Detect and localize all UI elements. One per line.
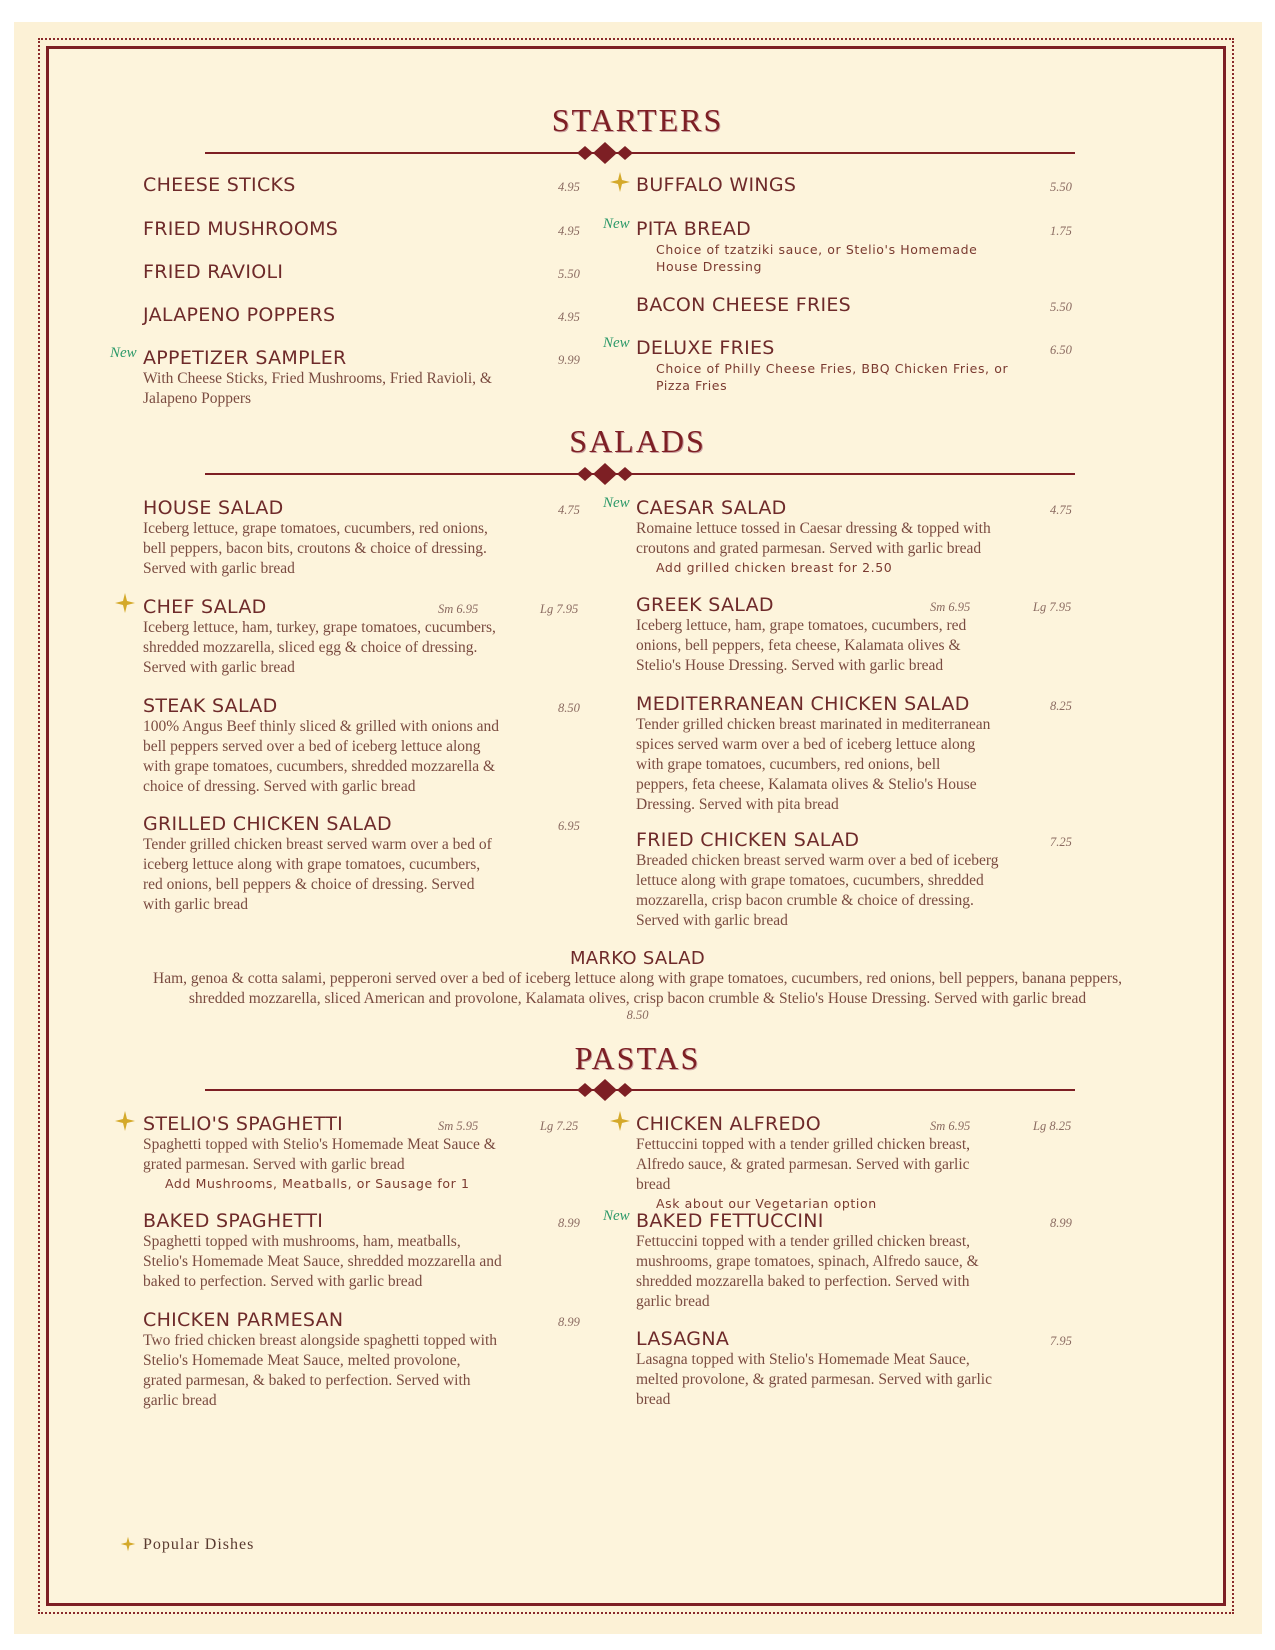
popular-star-icon	[114, 592, 136, 614]
section-divider	[205, 142, 1075, 164]
popular-star-icon	[114, 1110, 136, 1132]
item-price: 8.50	[626, 1008, 649, 1022]
item-description: Ham, genoa & cotta salami, pepperoni served over a bed of iceberg lettuce along with grape tomatoes, cucumbers, red onions, bell peppers, banana peppers, shredded mozzarella, sliced American and provolone, Kalamata olives, crisp bacon crumble & Stelio's House Dressing. Served with garlic bread	[153, 970, 1122, 1007]
menu-item-fried-mushrooms	[143, 218, 338, 240]
item-price: 6.50	[1050, 343, 1072, 357]
item-price-large: Lg 7.95	[540, 602, 579, 616]
item-name: CHICKEN PARMESAN	[143, 1309, 344, 1331]
item-price: 8.50	[558, 701, 580, 715]
item-price: 6.95	[558, 819, 580, 833]
item-price: 5.50	[1050, 180, 1072, 194]
item-name: JALAPENO POPPERS	[143, 304, 336, 326]
section-title-pastas: PASTAS	[574, 1040, 701, 1076]
item-name: FRIED MUSHROOMS	[143, 218, 339, 240]
item-name: FRIED CHICKEN SALAD	[636, 829, 860, 851]
section-title-starters: STARTERS	[551, 102, 724, 138]
item-description: Tender grilled chicken breast served warm over a bed of iceberg lettuce along with grape tomatoes, cucumbers, red onions, bell peppers & choice of dressing. Served with garlic bread	[143, 836, 492, 913]
item-addon: Ask about our Vegetarian option	[656, 1196, 877, 1211]
item-description: Spaghetti topped with Stelio's Homemade Meat Sauce & grated parmesan. Served with garlic bread	[143, 1136, 496, 1173]
legend-popular-dishes: Popular Dishes	[143, 1536, 255, 1553]
item-price: 4.75	[1050, 503, 1072, 517]
new-badge: New	[603, 1208, 630, 1224]
menu-item-buffalo-wings	[636, 174, 796, 196]
menu-item-marko-salad	[140, 948, 1135, 1023]
item-price: 8.99	[558, 1216, 580, 1230]
section-title-salads: SALADS	[569, 423, 706, 459]
menu-item-grilled-chicken-salad	[143, 813, 503, 915]
item-name: CHICKEN ALFREDO	[636, 1113, 821, 1135]
popular-star-icon	[609, 171, 631, 193]
item-name: FRIED RAVIOLI	[143, 261, 284, 283]
popular-star-icon	[609, 1110, 631, 1132]
item-price-small: Sm 5.95	[438, 1119, 479, 1133]
item-price: 9.99	[558, 353, 580, 367]
item-name: APPETIZER SAMPLER	[143, 347, 347, 369]
item-price: 4.75	[558, 503, 580, 517]
menu-item-mediterranean-chicken-salad	[636, 693, 996, 815]
menu-item-baked-fettuccini	[636, 1210, 996, 1312]
menu-item-appetizer-sampler	[143, 347, 493, 409]
item-description: Choice of Philly Cheese Fries, BBQ Chicken Fries, or	[656, 361, 1009, 376]
menu-item-chicken-parmesan	[143, 1309, 503, 1411]
menu-item-fried-ravioli	[143, 261, 283, 283]
section-divider	[205, 463, 1075, 485]
item-price: 8.99	[558, 1315, 580, 1329]
item-description: Choice of tzatziki sauce, or Stelio's Homemade	[656, 242, 978, 257]
new-badge: New	[110, 345, 137, 361]
item-price-large: Lg 7.25	[540, 1119, 579, 1133]
item-description: Iceberg lettuce, ham, turkey, grape tomatoes, cucumbers, shredded mozzarella, sliced egg & choice of dressing. Served with garlic bread	[143, 619, 496, 676]
item-price: 7.25	[1050, 835, 1072, 849]
item-addon: Add Mushrooms, Meatballs, or Sausage for 1	[165, 1176, 470, 1191]
menu-item-caesar-salad	[636, 497, 1006, 576]
item-price-small: Sm 6.95	[438, 602, 479, 616]
item-name: MARKO SALAD	[569, 948, 706, 969]
item-price-large: Lg 8.25	[1033, 1119, 1072, 1133]
item-description: House Dressing	[656, 259, 763, 274]
item-price: 4.95	[558, 224, 580, 238]
item-name: STEAK SALAD	[143, 695, 278, 717]
item-name: BAKED FETTUCCINI	[636, 1210, 824, 1232]
popular-star-icon	[120, 1536, 136, 1552]
item-name: CHEF SALAD	[143, 596, 267, 618]
menu-item-fried-chicken-salad	[636, 829, 1001, 931]
menu-item-bacon-cheese-fries	[636, 294, 851, 316]
item-price-small: Sm 6.95	[930, 1119, 971, 1133]
item-name: HOUSE SALAD	[143, 497, 284, 519]
item-addon: Add grilled chicken breast for 2.50	[656, 560, 893, 575]
item-description: Fettuccini topped with a tender grilled chicken breast, mushrooms, grape tomatoes, spinach, Alfredo sauce, & shredded mozzarella baked to perfection. Served with garlic bread	[636, 1233, 979, 1310]
item-description: Lasagna topped with Stelio's Homemade Meat Sauce, melted provolone, & grated parmesan. Served with garlic bread	[636, 1351, 992, 1408]
menu-item-lasagna	[636, 1328, 996, 1410]
item-description: Spaghetti topped with mushrooms, ham, meatballs, Stelio's Homemade Meat Sauce, shredded mozzarella and baked to perfection. Served with garlic bread	[143, 1233, 502, 1290]
menu-item-baked-spaghetti	[143, 1210, 503, 1292]
item-name: GRILLED CHICKEN SALAD	[143, 813, 392, 835]
item-description: With Cheese Sticks, Fried Mushrooms, Fried Ravioli, & Jalapeno Poppers	[143, 370, 492, 407]
item-name: DELUXE FRIES	[636, 337, 775, 359]
menu-item-house-salad	[143, 497, 508, 579]
item-name: LASAGNA	[636, 1328, 730, 1350]
item-price: 8.99	[1050, 1216, 1072, 1230]
item-price: 8.25	[1050, 699, 1072, 713]
item-price: 4.95	[558, 310, 580, 324]
item-name: BACON CHEESE FRIES	[636, 294, 852, 316]
item-price-large: Lg 7.95	[1033, 600, 1072, 614]
item-description: Two fried chicken breast alongside spaghetti topped with Stelio's Homemade Meat Sauce, melted provolone, grated parmesan, & baked to perfection. Served with garlic bread	[143, 1332, 498, 1409]
item-price: 5.50	[558, 267, 580, 281]
item-price: 5.50	[1050, 300, 1072, 314]
item-name: MEDITERRANEAN CHICKEN SALAD	[636, 693, 970, 715]
item-description: Fettuccini topped with a tender grilled chicken breast, Alfredo sauce, & grated parmesan. Served with garlic bread	[636, 1136, 970, 1193]
item-name: STELIO'S SPAGHETTI	[143, 1113, 344, 1135]
new-badge: New	[603, 216, 630, 232]
item-description: 100% Angus Beef thinly sliced & grilled with onions and bell peppers served over a bed of iceberg lettuce along with grape tomatoes, cucumbers, shredded mozzarella & choice of dressing. Served with garlic bread	[143, 718, 500, 795]
item-name: PITA BREAD	[636, 218, 752, 240]
item-name: CAESAR SALAD	[636, 497, 787, 519]
item-description: Tender grilled chicken breast marinated in mediterranean spices served warm over a bed of iceberg lettuce along with grape tomatoes, cucumbers, red onions, bell peppers, feta cheese, Kalamata olives & Stelio's House Dressing. Served with pita bread	[636, 716, 991, 813]
item-name: BUFFALO WINGS	[636, 174, 797, 196]
item-description: Breaded chicken breast served warm over a bed of iceberg lettuce along with grape tomatoes, cucumbers, shredded mozzarella, crisp bacon crumble & choice of dressing. Served with garlic bread	[636, 852, 999, 929]
item-description: Romaine lettuce tossed in Caesar dressing & topped with croutons and grated parmesan. Served with garlic bread	[636, 520, 991, 557]
new-badge: New	[603, 495, 630, 511]
section-divider	[205, 1079, 1075, 1101]
menu-item-pita-bread	[636, 218, 996, 275]
menu-item-steak-salad	[143, 695, 508, 797]
item-description: Iceberg lettuce, grape tomatoes, cucumbers, red onions, bell peppers, bacon bits, croutons & choice of dressing. Served with garlic bread	[143, 520, 488, 577]
item-price-small: Sm 6.95	[930, 600, 971, 614]
item-price: 7.95	[1050, 1334, 1072, 1348]
item-description: Pizza Fries	[656, 378, 728, 393]
new-badge: New	[603, 335, 630, 351]
item-description: Iceberg lettuce, ham, grape tomatoes, cucumbers, red onions, bell peppers, feta cheese, Kalamata olives & Stelio's House Dressing. Served with garlic bread	[636, 617, 967, 674]
item-name: BAKED SPAGHETTI	[143, 1210, 324, 1232]
menu-item-cheese-sticks	[143, 174, 296, 196]
item-price: 4.95	[558, 180, 580, 194]
item-name: CHEESE STICKS	[143, 174, 296, 196]
menu-item-jalapeno-poppers	[143, 304, 335, 326]
menu-item-deluxe-fries	[636, 337, 1016, 394]
item-name: GREEK SALAD	[636, 594, 774, 616]
item-price: 1.75	[1050, 224, 1072, 238]
